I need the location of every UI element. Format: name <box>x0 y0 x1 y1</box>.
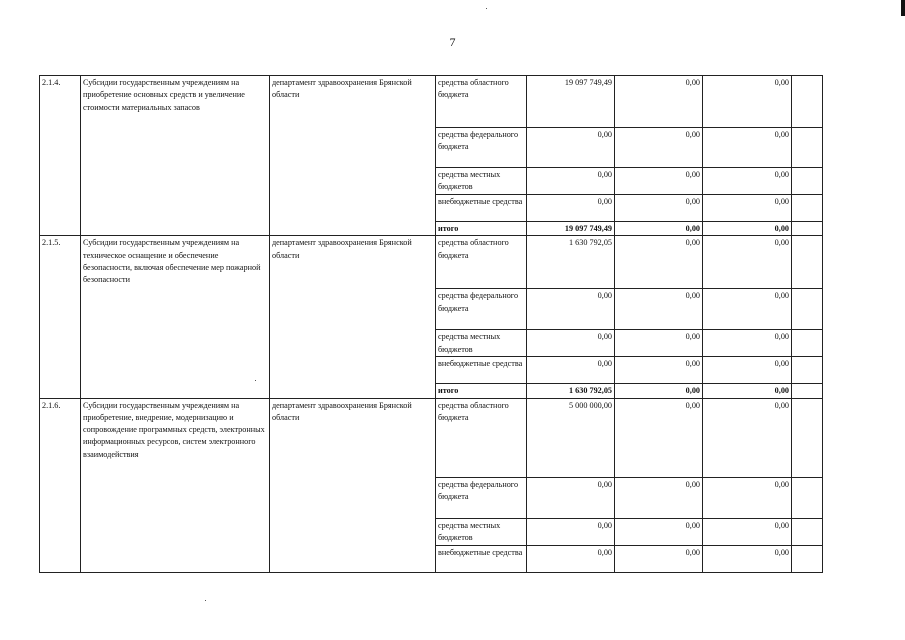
total-amount: 0,00 <box>703 384 792 398</box>
amount-cell: 0,00 <box>703 128 792 168</box>
total-label: итого <box>436 222 527 236</box>
funding-source: средства федерального бюджета <box>436 128 527 168</box>
empty-cell <box>792 289 823 330</box>
item-description: Субсидии государственным учреждениям на техническое оснащение и обеспечение безопасности, включая обеспечение мер пожарной безопасности <box>81 236 270 398</box>
funding-source: внебюджетные средства <box>436 545 527 572</box>
amount-cell: 0,00 <box>615 128 703 168</box>
empty-cell <box>792 384 823 398</box>
amount-cell: 0,00 <box>527 289 615 330</box>
item-number: 2.1.6. <box>40 398 81 572</box>
empty-cell <box>792 168 823 195</box>
funding-source: средства федерального бюджета <box>436 477 527 518</box>
scan-speck <box>205 600 206 601</box>
amount-cell: 19 097 749,49 <box>527 76 615 128</box>
amount-cell: 0,00 <box>615 168 703 195</box>
total-amount: 19 097 749,49 <box>527 222 615 236</box>
total-amount: 1 630 792,05 <box>527 384 615 398</box>
item-description: Субсидии государственным учреждениям на приобретение основных средств и увеличение стоимости материальных запасов <box>81 76 270 236</box>
amount-cell: 0,00 <box>615 398 703 477</box>
amount-cell: 0,00 <box>527 518 615 545</box>
total-label: итого <box>436 384 527 398</box>
empty-cell <box>792 398 823 477</box>
amount-cell: 0,00 <box>527 477 615 518</box>
funding-source: внебюджетные средства <box>436 357 527 384</box>
total-amount: 0,00 <box>615 222 703 236</box>
empty-cell <box>792 477 823 518</box>
empty-cell <box>792 76 823 128</box>
amount-cell: 0,00 <box>703 76 792 128</box>
empty-cell <box>792 128 823 168</box>
funding-source: средства областного бюджета <box>436 236 527 289</box>
amount-cell: 0,00 <box>615 289 703 330</box>
amount-cell: 0,00 <box>615 76 703 128</box>
amount-cell: 0,00 <box>703 398 792 477</box>
budget-table <box>39 75 823 573</box>
funding-source: средства областного бюджета <box>436 398 527 477</box>
table-row <box>40 236 823 289</box>
amount-cell: 0,00 <box>615 236 703 289</box>
amount-cell: 0,00 <box>527 357 615 384</box>
empty-cell <box>792 222 823 236</box>
funding-source: средства местных бюджетов <box>436 168 527 195</box>
amount-cell: 0,00 <box>703 545 792 572</box>
amount-cell: 0,00 <box>615 195 703 222</box>
table-row <box>40 398 823 477</box>
amount-cell: 0,00 <box>527 545 615 572</box>
table-row <box>40 76 823 128</box>
scan-edge-mark <box>901 0 905 16</box>
amount-cell: 0,00 <box>527 195 615 222</box>
item-number: 2.1.4. <box>40 76 81 236</box>
amount-cell: 0,00 <box>703 330 792 357</box>
amount-cell: 0,00 <box>703 168 792 195</box>
empty-cell <box>792 330 823 357</box>
amount-cell: 0,00 <box>703 477 792 518</box>
amount-cell: 0,00 <box>703 518 792 545</box>
scan-speck <box>486 8 487 9</box>
item-executor: департамент здравоохранения Брянской области <box>270 236 436 398</box>
funding-source: средства местных бюджетов <box>436 518 527 545</box>
amount-cell: 0,00 <box>527 128 615 168</box>
total-amount: 0,00 <box>703 222 792 236</box>
funding-source: внебюджетные средства <box>436 195 527 222</box>
amount-cell: 0,00 <box>615 545 703 572</box>
item-number: 2.1.5. <box>40 236 81 398</box>
empty-cell <box>792 236 823 289</box>
empty-cell <box>792 518 823 545</box>
funding-source: средства областного бюджета <box>436 76 527 128</box>
amount-cell: 5 000 000,00 <box>527 398 615 477</box>
empty-cell <box>792 195 823 222</box>
amount-cell: 0,00 <box>615 518 703 545</box>
amount-cell: 1 630 792,05 <box>527 236 615 289</box>
page-number: 7 <box>449 35 456 49</box>
funding-source: средства местных бюджетов <box>436 330 527 357</box>
empty-cell <box>792 357 823 384</box>
amount-cell: 0,00 <box>615 357 703 384</box>
amount-cell: 0,00 <box>703 289 792 330</box>
empty-cell <box>792 545 823 572</box>
amount-cell: 0,00 <box>703 236 792 289</box>
total-amount: 0,00 <box>615 384 703 398</box>
amount-cell: 0,00 <box>615 330 703 357</box>
amount-cell: 0,00 <box>527 168 615 195</box>
amount-cell: 0,00 <box>703 357 792 384</box>
item-executor: департамент здравоохранения Брянской области <box>270 76 436 236</box>
amount-cell: 0,00 <box>615 477 703 518</box>
amount-cell: 0,00 <box>527 330 615 357</box>
funding-source: средства федерального бюджета <box>436 289 527 330</box>
amount-cell: 0,00 <box>703 195 792 222</box>
item-executor: департамент здравоохранения Брянской области <box>270 398 436 572</box>
item-description: Субсидии государственным учреждениям на приобретение, внедрение, модернизацию и сопровождение программных средств, электронных информационных ресурсов, систем электронного взаимодействия <box>81 398 270 572</box>
